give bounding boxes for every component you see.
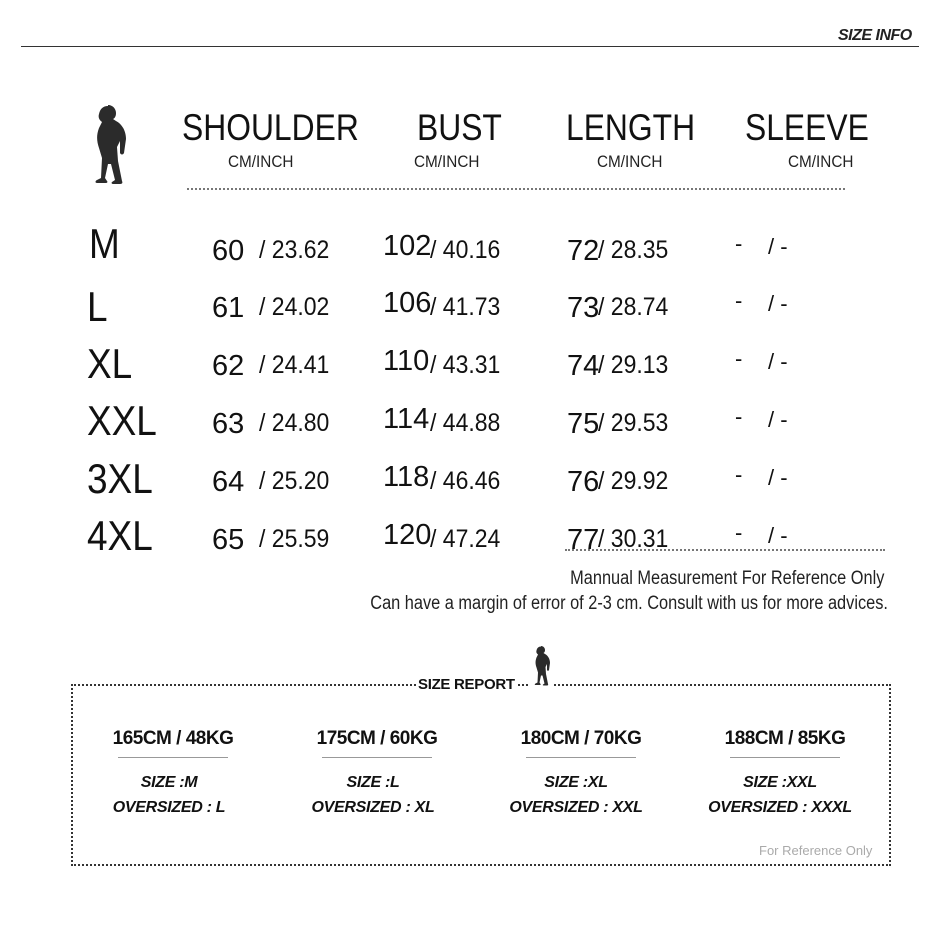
height-weight: 188CM / 85KG: [724, 728, 846, 749]
header-dotted-divider: [187, 188, 845, 190]
recommended-size: SIZE :XL: [544, 774, 608, 791]
column-unit-length: CM/INCH: [597, 152, 663, 171]
item-divider: [118, 757, 228, 758]
size-label: 4XL: [87, 512, 153, 559]
length-inch: / 30.31: [598, 525, 669, 553]
page-title: SIZE INFO: [838, 27, 912, 44]
ape-figure-icon: [530, 642, 552, 690]
length-inch: / 29.92: [598, 467, 669, 495]
oversized-size: OVERSIZED : XL: [311, 799, 435, 816]
length-cm: 73: [567, 292, 600, 324]
sleeve-inch: / -: [768, 523, 788, 548]
size-report-title: SIZE REPORT: [418, 676, 515, 693]
bust-inch: / 40.16: [430, 236, 501, 264]
recommended-size: SIZE :L: [346, 774, 400, 791]
header-divider: [21, 46, 919, 47]
recommended-size: SIZE :M: [140, 774, 198, 791]
shoulder-inch: / 24.80: [259, 409, 330, 437]
shoulder-cm: 65: [212, 524, 245, 556]
column-unit-sleeve: CM/INCH: [788, 152, 854, 171]
sleeve-inch: / -: [768, 291, 788, 316]
length-inch: / 28.74: [598, 293, 669, 321]
column-unit-bust: CM/INCH: [414, 152, 480, 171]
bust-inch: / 44.88: [430, 409, 501, 437]
shoulder-cm: 61: [212, 292, 245, 324]
bust-inch: / 47.24: [430, 525, 501, 553]
shoulder-inch: / 25.20: [259, 467, 330, 495]
oversized-size: OVERSIZED : XXXL: [708, 799, 852, 816]
sleeve-cm: -: [735, 404, 743, 429]
length-inch: / 29.53: [598, 409, 669, 437]
item-divider: [730, 757, 840, 758]
height-weight: 165CM / 48KG: [112, 728, 234, 749]
recommended-size: SIZE :XXL: [743, 774, 817, 791]
size-label: XXL: [87, 397, 157, 444]
table-bottom-dotted-divider: [565, 549, 885, 551]
size-label: XL: [87, 340, 133, 387]
sleeve-cm: -: [735, 231, 743, 256]
shoulder-inch: / 25.59: [259, 525, 330, 553]
height-weight: 175CM / 60KG: [316, 728, 438, 749]
size-label: L: [87, 283, 108, 330]
bust-cm: 114: [383, 403, 430, 435]
bust-inch: / 41.73: [430, 293, 501, 321]
item-divider: [322, 757, 432, 758]
height-weight: 180CM / 70KG: [520, 728, 642, 749]
bust-inch: / 43.31: [430, 351, 501, 379]
column-header-sleeve: SLEEVE: [745, 107, 869, 148]
note-line-2: Can have a margin of error of 2-3 cm. Consult with us for more advices.: [370, 593, 888, 614]
length-cm: 75: [567, 408, 600, 440]
shoulder-inch: / 24.41: [259, 351, 330, 379]
oversized-size: OVERSIZED : L: [112, 799, 226, 816]
shoulder-cm: 64: [212, 466, 245, 498]
shoulder-cm: 60: [212, 235, 245, 267]
bust-cm: 106: [383, 287, 432, 319]
sleeve-inch: / -: [768, 349, 788, 374]
note-line-1: Mannual Measurement For Reference Only: [569, 568, 884, 589]
column-unit-shoulder: CM/INCH: [228, 152, 294, 171]
bust-cm: 102: [383, 230, 432, 262]
shoulder-cm: 62: [212, 350, 245, 382]
sleeve-cm: -: [735, 346, 743, 371]
shoulder-inch: / 24.02: [259, 293, 330, 321]
bust-cm: 120: [383, 519, 432, 551]
sleeve-cm: -: [735, 462, 743, 487]
length-inch: / 28.35: [598, 236, 669, 264]
size-label: M: [89, 220, 120, 267]
sleeve-inch: / -: [768, 407, 788, 432]
bust-cm: 110: [383, 345, 430, 377]
column-header-bust: BUST: [417, 107, 502, 148]
bust-cm: 118: [383, 461, 430, 493]
item-divider: [526, 757, 636, 758]
size-label: 3XL: [87, 455, 153, 502]
length-cm: 72: [567, 235, 600, 267]
shoulder-cm: 63: [212, 408, 245, 440]
ape-figure-icon: [86, 103, 130, 187]
sleeve-cm: -: [735, 288, 743, 313]
oversized-size: OVERSIZED : XXL: [509, 799, 643, 816]
length-cm: 76: [567, 466, 600, 498]
sleeve-inch: / -: [768, 465, 788, 490]
length-cm: 74: [567, 350, 600, 382]
shoulder-inch: / 23.62: [259, 236, 330, 264]
sleeve-inch: / -: [768, 234, 788, 259]
sleeve-cm: -: [735, 520, 743, 545]
reference-footer: For Reference Only: [759, 843, 873, 858]
bust-inch: / 46.46: [430, 467, 501, 495]
column-header-length: LENGTH: [566, 107, 696, 148]
column-header-shoulder: SHOULDER: [182, 107, 359, 148]
length-cm: 77: [567, 524, 600, 556]
length-inch: / 29.13: [598, 351, 669, 379]
